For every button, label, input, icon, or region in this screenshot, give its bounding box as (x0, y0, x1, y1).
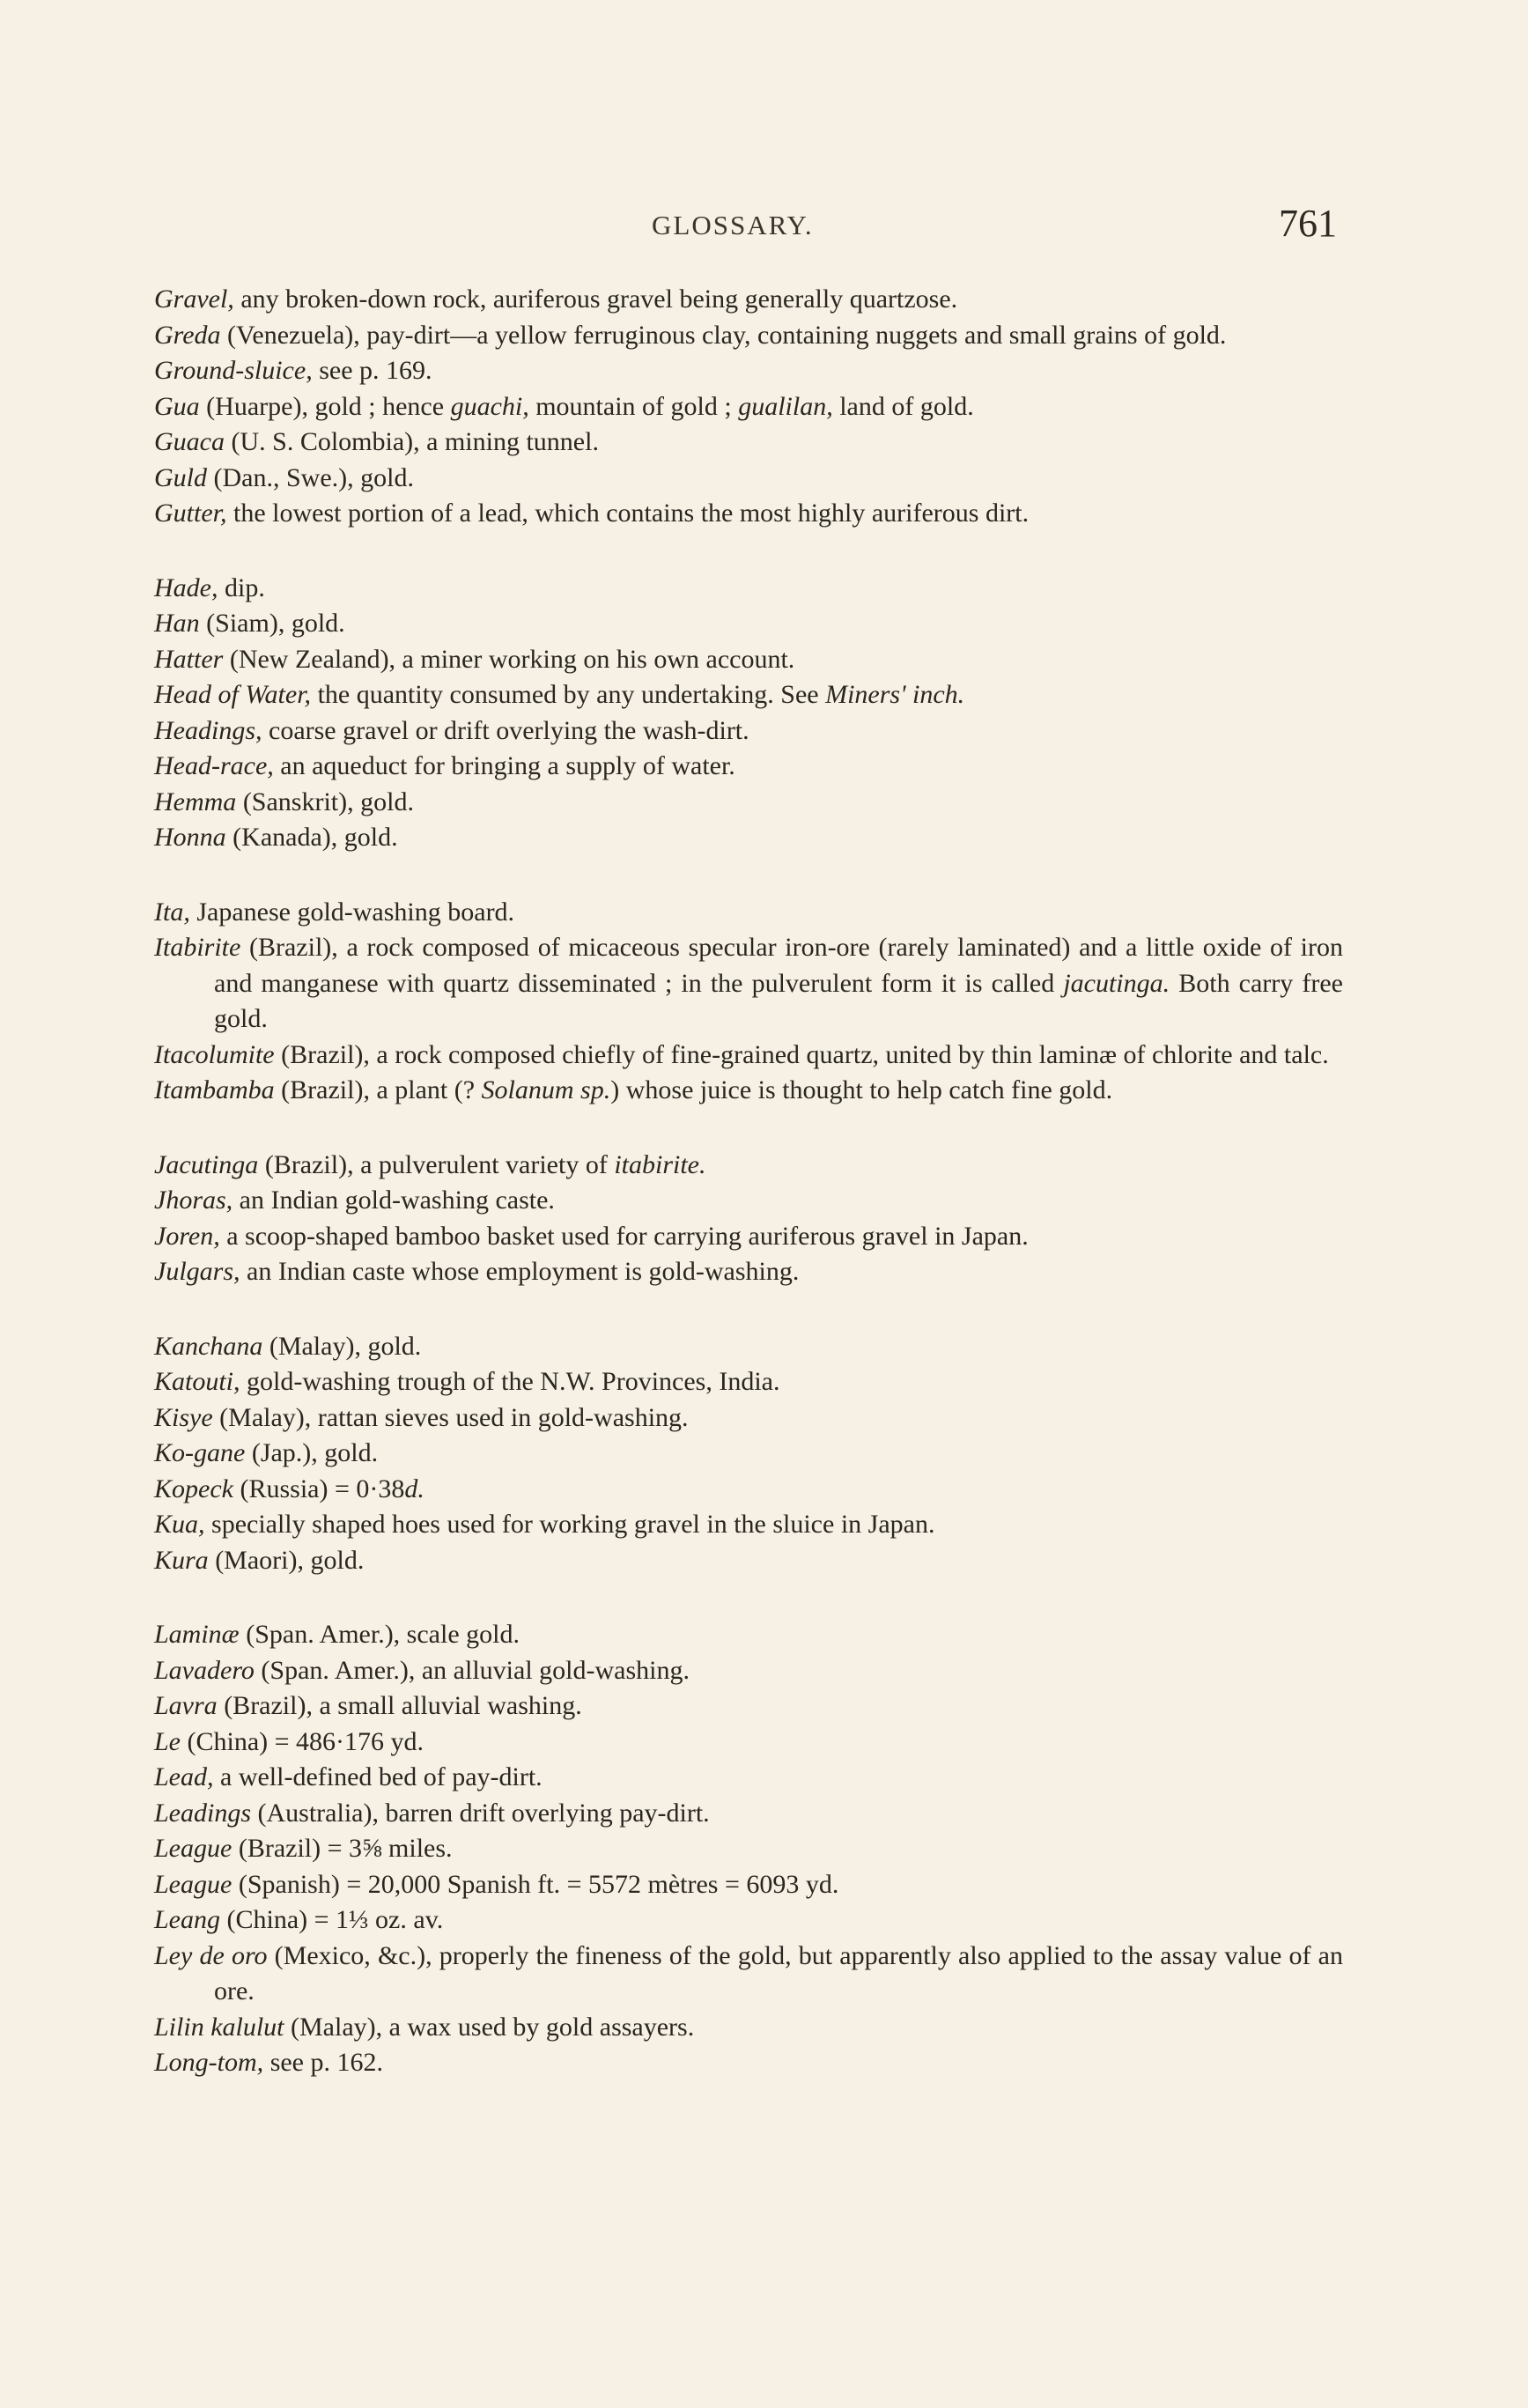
section-g (154, 282, 1343, 532)
running-head: GLOSSARY. (652, 210, 814, 240)
entry-le: Le (China) = 486·176 yd. (154, 1726, 424, 1756)
entry-kua: Kua, specially shaped hoes used for working gravel in the sluice in Japan. (154, 1510, 935, 1539)
section-k (154, 1329, 1343, 1579)
entry-guaca: Guaca (U. S. Colombia), a mining tunnel. (154, 427, 599, 456)
entry-long-tom: Long-tom, see p. 162. (154, 2048, 383, 2077)
entry-league-brazil: League (Brazil) = 3⅝ miles. (154, 1834, 453, 1863)
section-j (154, 1148, 1343, 1290)
entry-julgars: Julgars, an Indian caste whose employment is gold-washing. (154, 1257, 800, 1286)
entry-gua: Gua (Huarpe), gold ; hence guachi, mountain of gold ; gualilan, land of gold. (154, 391, 974, 421)
entry-kanchana: Kanchana (Malay), gold. (154, 1331, 422, 1361)
entry-gutter: Gutter, the lowest portion of a lead, which contains the most highly auriferous dirt. (154, 499, 1030, 528)
entry-hade: Hade, dip. (154, 572, 265, 602)
entry-leadings: Leadings (Australia), barren drift overlying pay-dirt. (154, 1798, 710, 1828)
entry-ground-sluice: Ground-sluice, see p. 169. (154, 356, 432, 385)
entry-leang: Leang (China) = 1⅓ oz. av. (154, 1905, 444, 1934)
entry-itacolumite: Itacolumite (Brazil), a rock composed chiefly of fine-grained quartz, united by thin laminæ of chlorite and talc. (154, 1039, 1329, 1069)
entry-hatter: Hatter (New Zealand), a miner working on his own account. (154, 644, 795, 674)
entry-hemma: Hemma (Sanskrit), gold. (154, 787, 414, 816)
entry-han: Han (Siam), gold. (154, 609, 345, 638)
glossary-body (154, 282, 1343, 2120)
entry-laminae: Laminæ (Span. Amer.), scale gold. (154, 1620, 520, 1649)
entry-ley-de-oro: Ley de oro (Mexico, &c.), properly the fineness of the gold, but apparently also applied to the assay value of an ore. (154, 1940, 1343, 2005)
entry-guld: Guld (Dan., Swe.), gold. (154, 462, 414, 492)
entry-headings: Headings, coarse gravel or drift overlying the wash-dirt. (154, 715, 749, 745)
entry-head-race: Head-race, an aqueduct for bringing a supply of water. (154, 751, 735, 780)
entry-league-spanish: League (Spanish) = 20,000 Spanish ft. = 5572 mètres = 6093 yd. (154, 1869, 839, 1899)
section-i (154, 895, 1343, 1109)
entry-greda: Greda (Venezuela), pay-dirt—a yellow ferruginous clay, containing nuggets and small grains of gold. (154, 320, 1227, 350)
entry-head-of-water: Head of Water, the quantity consumed by any undertaking. See Miners' inch. (154, 680, 965, 709)
entry-kisye: Kisye (Malay), rattan sieves used in gold-washing. (154, 1402, 689, 1432)
entry-lead: Lead, a well-defined bed of pay-dirt. (154, 1762, 543, 1791)
entry-jacutinga: Jacutinga (Brazil), a pulverulent variety of itabirite. (154, 1149, 706, 1179)
entry-joren: Joren, a scoop-shaped bamboo basket used for carrying auriferous gravel in Japan. (154, 1221, 1029, 1251)
entry-lilin-kalulut: Lilin kalulut (Malay), a wax used by gold assayers. (154, 2012, 695, 2042)
entry-ita: Ita, Japanese gold-washing board. (154, 897, 515, 927)
section-l (154, 1617, 1343, 2081)
entry-itambamba: Itambamba (Brazil), a plant (? Solanum sp.) whose juice is thought to help catch fine gold. (154, 1075, 1113, 1104)
entry-kura: Kura (Maori), gold. (154, 1545, 365, 1575)
entry-lavadero: Lavadero (Span. Amer.), an alluvial gold-washing. (154, 1655, 690, 1685)
section-h (154, 571, 1343, 856)
entry-ko-gane: Ko-gane (Jap.), gold. (154, 1438, 379, 1467)
entry-itabirite: Itabirite (Brazil), a rock composed of micaceous specular iron-ore (rarely laminated) and a little oxide of iron and manganese with quartz disseminated ; in the pulverulent form it is called jacutinga. Both carry free gold. (154, 933, 1343, 1033)
entry-jhoras: Jhoras, an Indian gold-washing caste. (154, 1186, 555, 1215)
page-number: 761 (1279, 202, 1337, 245)
entry-gravel: Gravel, any broken-down rock, auriferous gravel being generally quartzose. (154, 284, 958, 314)
entry-honna: Honna (Kanada), gold. (154, 823, 398, 852)
entry-katouti: Katouti, gold-washing trough of the N.W. Provinces, India. (154, 1367, 780, 1396)
entry-kopeck: Kopeck (Russia) = 0·38d. (154, 1474, 424, 1503)
entry-lavra: Lavra (Brazil), a small alluvial washing. (154, 1691, 582, 1720)
